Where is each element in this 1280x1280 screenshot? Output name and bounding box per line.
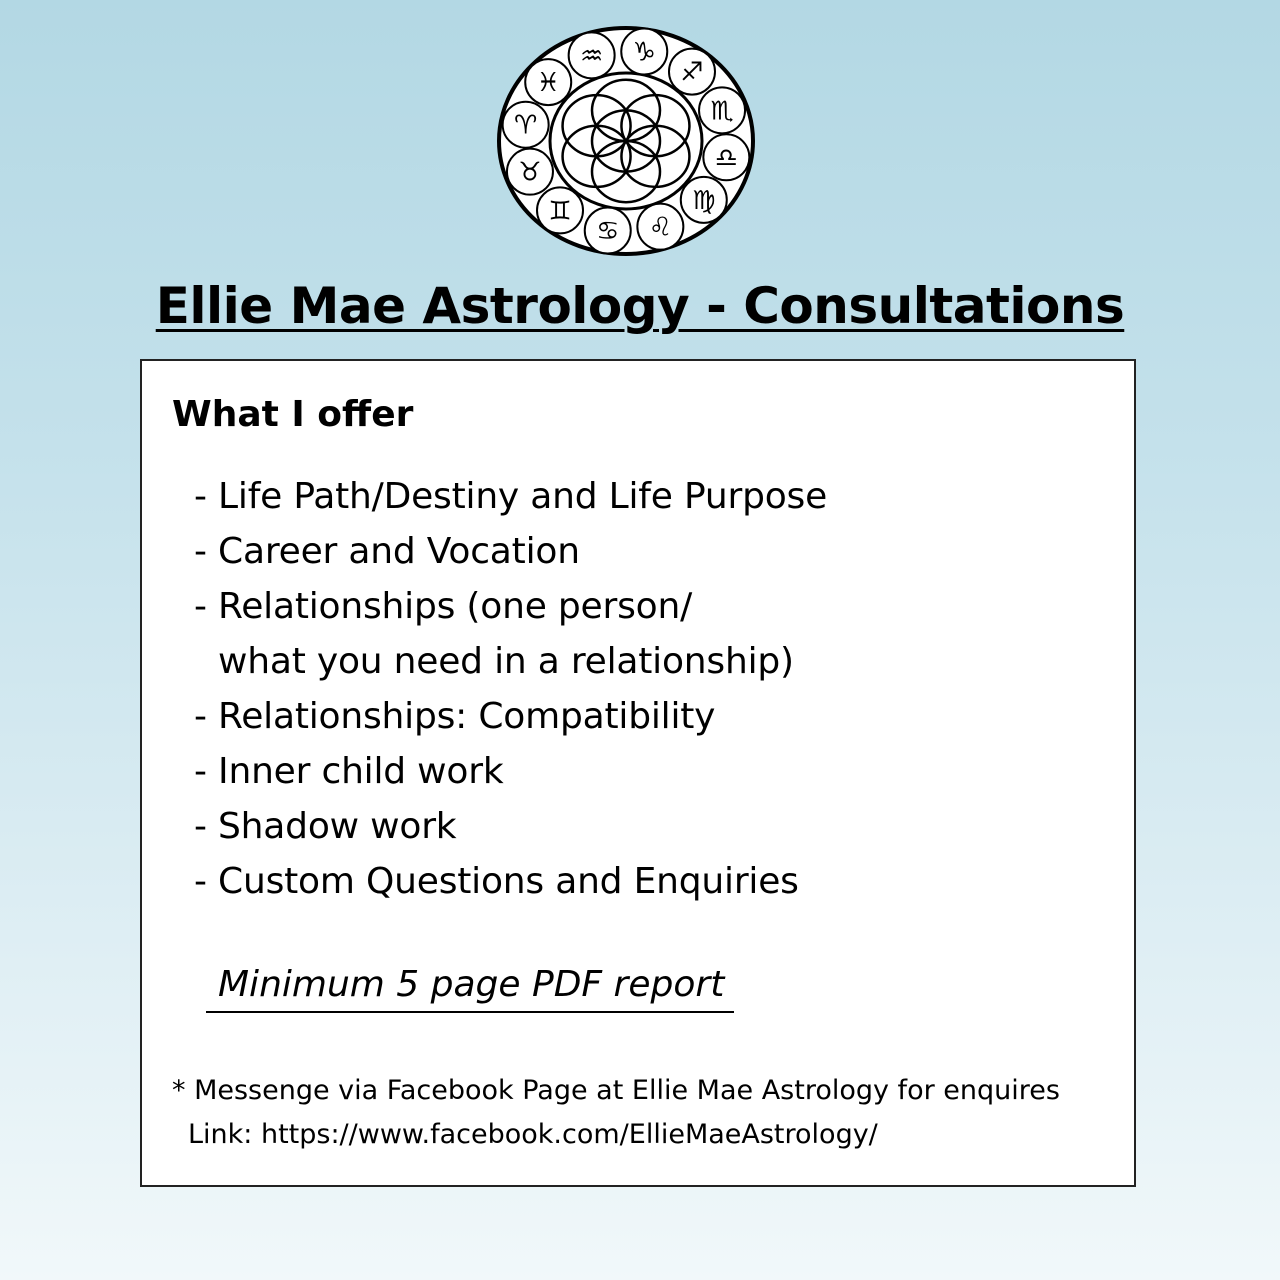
enquiry-note	[172, 1069, 1060, 1157]
zodiac-sign-icon: ♌	[648, 212, 673, 243]
list-item: - Relationships: Compatibility	[194, 696, 716, 737]
enquiry-text: * Messenge via Facebook Page at Ellie Mae Astrology for enquires	[172, 1075, 1060, 1106]
zodiac-wheel-icon	[499, 28, 753, 254]
page-title: Ellie Mae Astrology - Consultations	[155, 277, 1125, 335]
zodiac-sign-icon: ♒	[579, 41, 604, 72]
zodiac-sign-icon: ♑	[632, 37, 656, 68]
zodiac-sign-icon: ♐	[680, 57, 704, 88]
zodiac-sign-icon: ♉	[518, 157, 542, 188]
zodiac-wheel-logo	[496, 25, 756, 257]
zodiac-sign-icon: ♊	[548, 196, 572, 227]
zodiac-sign-icon: ♎	[714, 143, 739, 174]
facebook-link[interactable]: Link: https://www.facebook.com/EllieMaeAstrology/	[188, 1119, 878, 1150]
offer-list	[194, 469, 827, 909]
list-item: - Custom Questions and Enquiries	[194, 861, 799, 902]
list-item-continuation: what you need in a relationship)	[218, 641, 794, 682]
zodiac-sign-icon: ♓	[536, 68, 560, 99]
list-item: - Inner child work	[194, 751, 504, 792]
list-item: - Life Path/Destiny and Life Purpose	[194, 476, 828, 517]
zodiac-sign-icon: ♍	[692, 185, 716, 216]
list-item: - Shadow work	[194, 806, 457, 847]
offer-heading: What I offer	[172, 394, 414, 435]
report-note: Minimum 5 page PDF report	[206, 959, 734, 1013]
list-item: - Relationships (one person/	[194, 586, 693, 627]
zodiac-sign-icon: ♋	[596, 216, 620, 247]
zodiac-sign-icon: ♏	[710, 96, 734, 127]
list-item: - Career and Vocation	[194, 531, 580, 572]
zodiac-sign-icon: ♈	[513, 110, 538, 141]
offer-card	[140, 359, 1136, 1187]
